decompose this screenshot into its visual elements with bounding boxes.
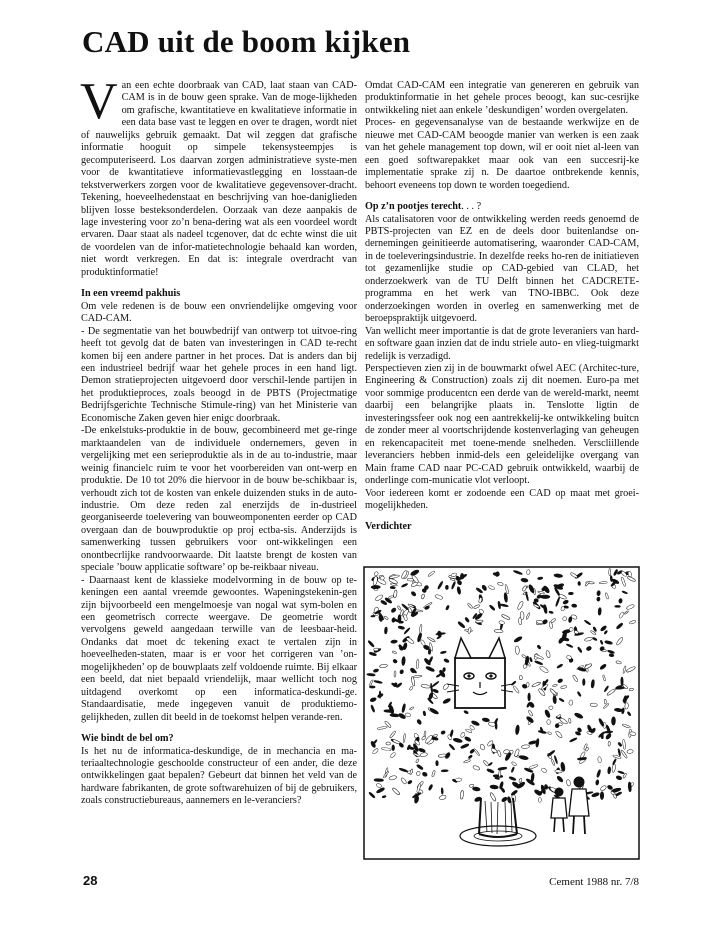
right-column xyxy=(365,80,639,534)
body-paragraph: - Daarnaast kent de klassieke modelvorming in de bouw op te-keningen een aantal vreemde gewoontes. Wapeningstekenin-gen zijn bijvoorbeeld een mengelmoesje van nogal wat sym-bolen en een geometrisch correcte weergave. De geometrie wordt vervolgens geweld aangedaan terwille van de leesbaar-heid. Ondanks dat moet dc tekening exact te vertalen zijn in hoeveelheden-staten, maar is er voor het corrigeren van ’on-mogelijkheden’ op de bouwplaats zelf voldoende ruimte. Bij elkaar een beeld, dat niet bepaald vriendelijk, maar wellicht toch nog uitdagend overkomt op een informatica-deskundi-ge. Standaardisatie, mede ingegeven vanuit de produktiemo-gelijkheden, zullen dit beeld in de toekomst helpen verande-ren. xyxy=(81,574,357,723)
leaf-mark xyxy=(629,688,633,691)
leaf-mark xyxy=(445,585,448,589)
body-paragraph: Proces- en gegevensanalyse van de bestaande werkwijze en de nieuwe met CAD-CAM beoogde manier van werken is een zaak van het gehele management top down, wil er ooit niet al-leen van een goed softwarepakket maar ook van een succesrij-ke implementatie sprake zij n. De daartoe ontbrekende kennis, behoort eveneens top down te worden toegediend. xyxy=(365,117,639,191)
leaf-mark xyxy=(540,595,550,599)
leaf-mark xyxy=(555,770,563,774)
body-paragraph: -De enkelstuks-produktie in de bouw, gecombineerd met ge-ringe marktaandelen van de individuele ondernemers, geven in vergelijking met een serieproduktie als in de au to-industrie, maar weinig financielc ruim te voor het voorbereiden van ont-werp en produktie. De 10 tot 20% die hiervoor in de bouw be-schikbaar is, verhoudt zich tot de kosten van enkele duizenden stuks in de auto-industrie. Om deze reden zal enerzijds de in-dustrieel georganiseerde toelevering van bouweomponenten eerder op CAD overgaan dan de bouwproduktie op proj ectba-sis. Anderzijds is samenwerking tussen gebruikers voor ont-wikkelingen een onontbecrlijke randvoorwaarde. Dit laatste brengt de kosten van speciale ’bouw applicatie software’ op be-reikbaar niveau. xyxy=(81,425,357,574)
heading-ellipsis: . . . ? xyxy=(461,201,482,213)
leaf-mark xyxy=(526,570,530,575)
heading-bold-part: Op z’n pootjes terecht xyxy=(365,201,462,213)
leaf-mark xyxy=(563,617,567,621)
drop-cap: V xyxy=(80,73,118,130)
leaf-mark xyxy=(441,788,443,795)
leaf-mark xyxy=(371,615,375,617)
leaf-mark xyxy=(441,770,448,772)
body-paragraph: Om vele redenen is de bouw een onvriendelijke omgeving voor CAD-CAM. xyxy=(81,300,357,325)
intro-text: an een echte doorbraak van CAD, laat staan van CAD-CAM is in de bouw geen sprake. Van de moge-lijkheden om grafische, kwantitatieve en kwalitatieve informatie in een data base vast te leggen en over te dragen, wordt niet of nauwelijks gebruik gemaakt. Dat wil zeggen dat grafische informatie hooguit op simpele tekensysteempjes is gecomputeriseerd. Los daarvan zorgen administratieve syste-men voor de kwantitatieve informatievastlegging en losstaan-de tekstverwerkers zorgen voor de kwalitatieve gegevensover-dracht. Tekening, hoeveelhedenstaat en beschrijving van hoe-daniglieden blijven losse besteksonderdelen. Oorzaak van deze aanpakis de lage investering voor zo’n bena-dering wat als een voordeel wordt ervaren. Daar staat als nadeel tcgenover, dat dc echte winst die uit de voordelen van de infor-matietechnologie behaald kan worden, niet wordt verkregen. En dat is: integrale overdracht van produktinformatie! xyxy=(81,80,357,278)
leaf-mark xyxy=(597,597,601,602)
leaf-mark xyxy=(590,703,597,707)
body-paragraph: Omdat CAD-CAM een integratie van genereren en gebruik van produktinformatie in het gehele proces beoogt, kan suc-cesrijke ontwikkeling niet aan enkele ’deskundigen’ worden overgelaten. xyxy=(365,80,639,116)
leaf-mark xyxy=(394,671,396,677)
leaf-mark xyxy=(618,598,622,603)
leaf-mark xyxy=(390,586,395,589)
section-heading-bel-om: Wie bindt de bel om? xyxy=(81,733,174,745)
body-paragraph: Is het nu de informatica-deskundige, de in mechancia en ma-teriaaltechnologie geschoolde constructeur of een ander, die deze ontwikkelingen gaat bepalen? Gebeurt dat binnen het veld van de hardware fabrikanten, de grote softwarehuizen of bij de gebruikers, zoals constructiebureaus, aannemers en le-veranciers? xyxy=(81,745,357,807)
leaf-mark xyxy=(621,677,624,686)
section-heading-verdichter: Verdichter xyxy=(365,521,412,533)
leaf-mark xyxy=(583,679,586,686)
leaf-mark xyxy=(392,745,395,751)
leaf-mark xyxy=(386,742,391,746)
leaf-mark xyxy=(627,749,634,753)
section-heading-pootjes xyxy=(365,201,639,213)
issue-label: Cement 1988 nr. 7/8 xyxy=(549,876,639,888)
leaf-mark xyxy=(609,568,611,575)
leaf-mark xyxy=(499,770,501,777)
page-number: 28 xyxy=(83,873,98,888)
leaf-mark xyxy=(455,778,461,782)
leaf-mark xyxy=(528,693,531,701)
leaf-mark xyxy=(604,699,606,704)
left-column xyxy=(80,73,357,808)
leaf-mark xyxy=(598,608,602,616)
leaf-mark xyxy=(538,797,541,802)
leaf-mark xyxy=(534,598,539,603)
leaf-mark xyxy=(549,706,553,710)
tree-with-computer-face-icon xyxy=(363,566,640,860)
tree-illustration xyxy=(363,566,640,860)
leaf-mark xyxy=(495,722,497,730)
leaf-mark xyxy=(615,605,621,607)
leaf-mark xyxy=(371,585,380,589)
intro-paragraph xyxy=(80,73,357,279)
leaf-mark xyxy=(578,581,581,585)
body-paragraph: Voor iedereen komt er zodoende een CAD op maat met groei-mogelijkheden. xyxy=(365,487,639,511)
leaf-mark xyxy=(374,648,379,651)
leaf-mark xyxy=(568,592,573,595)
leaf-mark xyxy=(608,741,610,746)
leaf-mark xyxy=(547,720,551,725)
leaf-mark xyxy=(374,779,384,782)
leaf-mark xyxy=(600,792,604,800)
body-paragraph: Van wellicht meer importantie is dat de grote leveraniers van hard- en software gaan inzien dat de indu striele auto- en vlieg-tuigmarkt redelijk is verzadigd. xyxy=(365,325,639,362)
leaf-mark xyxy=(436,761,439,766)
leaf-mark xyxy=(379,614,383,621)
leaf-mark xyxy=(611,717,615,726)
leaf-mark xyxy=(443,667,446,671)
leaf-mark xyxy=(515,646,520,655)
leaf-mark xyxy=(399,621,404,623)
body-paragraph: - De segmentatie van het bouwbedrijf van ontwerp tot uitvoe-ring heeft tot gevolg dat de baten van investeringen in CAD te-recht komen bij een andere partner in het proces. Dat is anders dan bij een industrieel bedrijf waar het gehele proces in een hand ligt. Demon stratieprojecten uitgevoerd door verschil-lende partijen in het produktieproces, zoals beoogd in de PBTS (Projectmatige Bedrijfsgerichte Technische Stimule-ring) van het Ministerie van Economische Zaken geven hier enigc doorbraak. xyxy=(81,325,357,424)
body-paragraph: Perspectieven zien zij in de bouwmarkt ofwel AEC (Architec-ture, Engineering & Construction) zoals zij dit noemen. Euro-pa met voor sommige producentcn een derde van de wereld-markt, neemt daarbij een belangrijke plaats in. Tenslotte ligtin de investeringssfeer ook nog een aantrekkelij-ke ontwikkeling buitcn de zonder meer al voortschrijdende kostenverlaging van geheugen en rekencapaciteit met toene-mende snelheden. Verscliillende leveranciers hebben inmid-dels een geleidelijke overgang van Main frame CAD naar PC-CAD gebruik ontwikkeld, waarbij de onderlinge com-municatie vlot verloopt. xyxy=(365,362,639,487)
leaf-mark xyxy=(519,675,522,679)
leaf-mark xyxy=(369,686,375,688)
page-title: CAD uit de boom kijken xyxy=(82,24,411,59)
leaf-mark xyxy=(520,611,524,619)
section-heading-vreemd-pakhuis: In een vreemd pakhuis xyxy=(81,288,181,300)
leaf-mark xyxy=(569,627,574,631)
body-paragraph: Als catalisatoren voor de ontwikkeling werden reeds genoemd de PBTS-projecten van EZ en de deels door buitenlandse on-dernemingen geinitieerde automatisering, waaronder CAD-CAM, in de toeleveringsindustrie. In dezelfde reeks ho-ren de initiatieven tot gezamenlijke studie op CAD-gebied van CLAD, het onderzoekwerk van de TU Delft binnen het CADCRETE-programma en het werk van TNO-IBBC. Ook deze onderzoekingen worden in overleg en samenwerking met de beroepspraktijk uitgevoerd. xyxy=(365,213,639,325)
